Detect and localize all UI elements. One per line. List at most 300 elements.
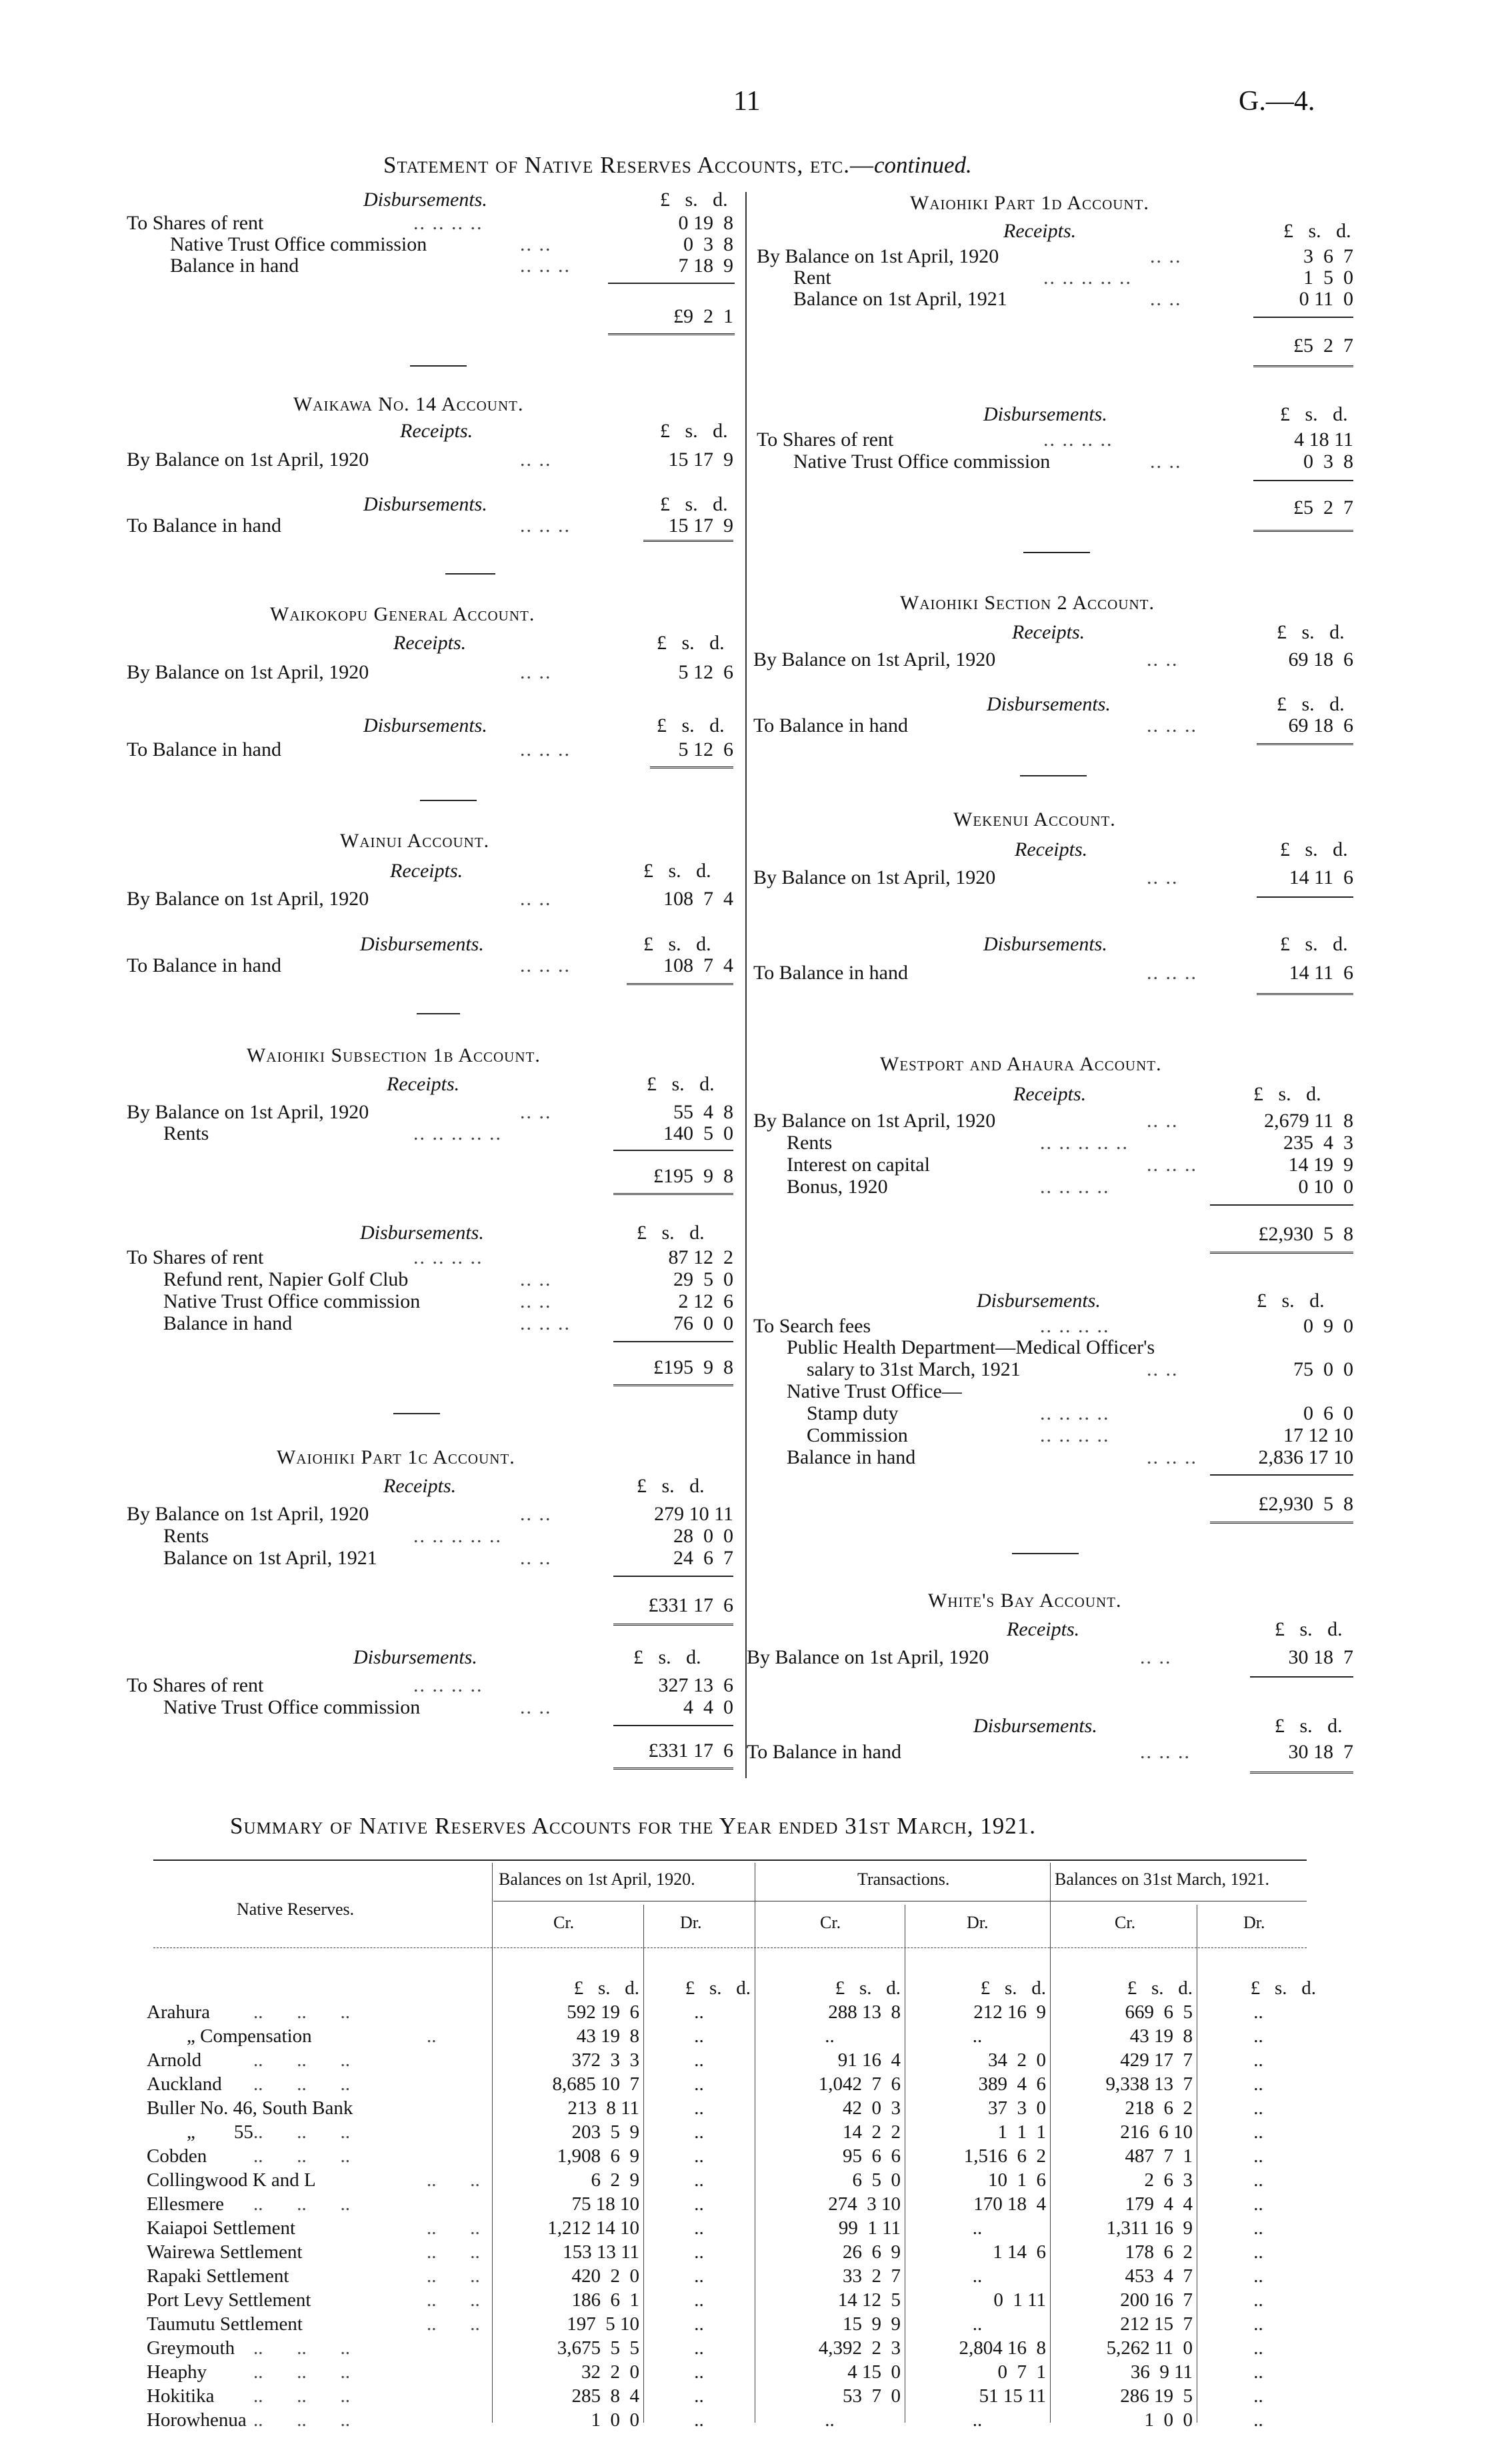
westport-receipt-1-leader: .. .. <box>1147 1110 1179 1132</box>
summary-cell-c3: 4,392 2 3 <box>818 2337 901 2359</box>
summary-cell-c5: 1 0 0 <box>1144 2409 1193 2431</box>
separator-4 <box>417 1013 460 1014</box>
wekenui-disb-heading: Disbursements. <box>983 933 1107 955</box>
summary-cell-c5: 669 6 5 <box>1125 2001 1193 2023</box>
waikawa-title: Waikawa No. 14 Account. <box>293 393 524 415</box>
table-row <box>147 2096 1320 2120</box>
page-code: G.—4. <box>1239 86 1315 117</box>
reserve-cell <box>147 2192 492 2216</box>
whites-bay-receipt-leader: .. .. <box>1140 1646 1172 1668</box>
waiohiki1d-disbs-rule <box>1253 480 1353 481</box>
reserve-name: „ 55 <box>187 2121 253 2143</box>
separator-3 <box>420 800 477 801</box>
wekenui-receipt-leader: .. .. <box>1147 866 1179 888</box>
westport-receipts-lsd: £ s. d. <box>1253 1083 1321 1105</box>
waiohiki2-receipts-heading: Receipts. <box>1012 621 1085 643</box>
summary-cell-c6: .. <box>1253 2169 1263 2191</box>
westport-disb-1-label: To Search fees <box>753 1315 871 1337</box>
summary-cell-c1: 1,908 6 9 <box>557 2145 639 2167</box>
waiohiki1d-disb-1-amount: 4 18 11 <box>1294 429 1353 451</box>
reserve-cell <box>147 2000 492 2024</box>
summary-cell-c1: 420 2 0 <box>571 2265 639 2287</box>
summary-cell-c6: .. <box>1253 2289 1263 2311</box>
westport-receipt-3-leader: .. .. .. <box>1147 1154 1197 1176</box>
waiohiki1b-disb-1-leader: .. .. .. .. <box>413 1246 483 1268</box>
table-row <box>147 2120 1320 2144</box>
waiohiki1c-receipt-3-label: Balance on 1st April, 1921 <box>163 1547 377 1569</box>
summary-cell-c2: .. <box>694 2145 704 2167</box>
wekenui-disb-label: To Balance in hand <box>753 962 908 984</box>
summary-cr-3: Cr. <box>1115 1913 1136 1932</box>
whites-bay-receipts-lsd: £ s. d. <box>1275 1618 1343 1640</box>
top-disb-row-3-leader: .. .. .. <box>520 255 571 277</box>
waiohiki1d-disbs-total-rule <box>1253 530 1353 534</box>
westport-disb-5-amount: 0 6 0 <box>1303 1402 1353 1424</box>
westport-disb-6-amount: 17 12 10 <box>1283 1424 1353 1446</box>
summary-cell-c3: .. <box>825 2025 835 2047</box>
reserve-cell <box>147 2336 492 2360</box>
waiohiki1b-disb-2-amount: 29 5 0 <box>673 1268 733 1290</box>
separator-r3 <box>1012 1553 1079 1554</box>
table-row <box>147 2192 1320 2216</box>
summary-cell-c6: .. <box>1253 2001 1263 2023</box>
reserve-cell <box>147 2240 492 2264</box>
page-title-suffix: continued. <box>874 152 972 178</box>
reserve-leader: .. .. <box>427 2289 480 2311</box>
summary-cell-c1: 285 8 4 <box>571 2385 639 2407</box>
summary-cell-c5: 453 4 7 <box>1125 2265 1193 2287</box>
westport-disb-7-amount: 2,836 17 10 <box>1258 1446 1353 1468</box>
summary-cell-c2: .. <box>694 2385 704 2407</box>
table-row <box>147 2048 1320 2072</box>
summary-cell-c2: .. <box>694 2217 704 2239</box>
waikawa-disb-heading: Disbursements. <box>363 493 487 515</box>
summary-lsd-3: £ s. d. <box>835 1977 901 1999</box>
summary-lsd-blank <box>147 1976 492 2000</box>
waikawa-disb-leader: .. .. .. <box>520 515 571 537</box>
waiohiki1b-disb-4-label: Balance in hand <box>163 1312 293 1334</box>
separator-1 <box>410 365 467 367</box>
reserve-leader: .. .. <box>427 2217 480 2239</box>
waiohiki1d-receipt-1-label: By Balance on 1st April, 1920 <box>757 245 999 267</box>
wekenui-receipt-rule <box>1257 896 1353 898</box>
waikawa-disb-label: To Balance in hand <box>127 515 281 537</box>
waiohiki1d-disb-2-leader: .. .. <box>1150 451 1182 473</box>
waiohiki2-disb-label: To Balance in hand <box>753 714 908 736</box>
waiohiki1d-receipts-total: £5 2 7 <box>1293 335 1353 357</box>
whites-bay-disb-heading: Disbursements. <box>973 1715 1097 1737</box>
summary-cell-c6: .. <box>1253 2241 1263 2263</box>
waikokopu-disb-heading: Disbursements. <box>363 714 487 736</box>
summary-cell-c6: .. <box>1253 2025 1263 2047</box>
summary-dr-1: Dr. <box>680 1913 702 1932</box>
top-disb-total: £9 2 1 <box>673 305 733 327</box>
waiohiki1b-receipts-heading: Receipts. <box>387 1073 460 1095</box>
summary-lsd-5: £ s. d. <box>1127 1977 1193 1999</box>
waiohiki1c-receipt-3-amount: 24 6 7 <box>673 1547 733 1569</box>
waikokopu-receipt-label: By Balance on 1st April, 1920 <box>127 661 369 683</box>
waiohiki1c-disbs-rule <box>613 1725 733 1726</box>
reserve-leader: .. .. <box>427 2313 480 2335</box>
westport-receipt-4-amount: 0 10 0 <box>1298 1176 1353 1198</box>
summary-cell-c3: 14 12 5 <box>837 2289 901 2311</box>
top-disb-rule <box>608 283 735 284</box>
summary-cell-c1: 1 0 0 <box>591 2409 639 2431</box>
waikokopu-receipts-lsd: £ s. d. <box>657 632 725 654</box>
westport-disb-1-leader: .. .. .. .. <box>1040 1315 1110 1337</box>
reserve-cell <box>147 2120 492 2144</box>
top-disb-row-3-amount: 7 18 9 <box>678 255 733 277</box>
waiohiki1c-receipt-2-amount: 28 0 0 <box>673 1525 733 1547</box>
waikokopu-receipt-leader: .. .. <box>520 661 552 683</box>
westport-receipt-3-label: Interest on capital <box>787 1154 930 1176</box>
reserve-leader: .. .. .. <box>253 2049 350 2071</box>
waiohiki1c-disb-2-leader: .. .. <box>520 1696 552 1718</box>
summary-cell-c4: 212 16 9 <box>973 2001 1046 2023</box>
summary-cell-c6: .. <box>1253 2193 1263 2215</box>
summary-header-bal-1921: Balances on 31st March, 1921. <box>1055 1869 1270 1889</box>
wekenui-receipt-label: By Balance on 1st April, 1920 <box>753 866 996 888</box>
westport-title: Westport and Ahaura Account. <box>880 1053 1162 1075</box>
wainui-receipt-label: By Balance on 1st April, 1920 <box>127 888 369 910</box>
separator-5 <box>393 1413 440 1414</box>
whites-bay-disb-amount: 30 18 7 <box>1288 1741 1353 1763</box>
waiohiki1d-receipt-2-label: Rent <box>793 267 831 289</box>
summary-cell-c4: 1,516 6 2 <box>963 2145 1046 2167</box>
waiohiki1b-disbs-rule <box>613 1341 733 1342</box>
reserve-cell <box>147 2408 492 2432</box>
summary-cell-c5: 178 6 2 <box>1125 2241 1193 2263</box>
reserve-name: Hokitika <box>147 2385 215 2407</box>
summary-cell-c3: 274 3 10 <box>828 2193 901 2215</box>
summary-cell-c5: 2 6 3 <box>1144 2169 1193 2191</box>
summary-cell-c1: 43 19 8 <box>576 2025 639 2047</box>
waiohiki2-disb-lsd: £ s. d. <box>1277 693 1345 715</box>
waiohiki1b-disb-2-leader: .. .. <box>520 1268 552 1290</box>
waiohiki1c-disbs-total-rule <box>613 1768 733 1772</box>
waikawa-receipts-lsd: £ s. d. <box>660 420 728 442</box>
summary-cell-c4: 389 4 6 <box>978 2073 1046 2095</box>
summary-cell-c6: .. <box>1253 2049 1263 2071</box>
summary-cell-c2: .. <box>694 2361 704 2383</box>
table-row <box>147 2024 1320 2048</box>
reserve-name: Buller No. 46, South Bank <box>147 2097 353 2119</box>
waiohiki1b-disb-1-amount: 87 12 2 <box>668 1246 733 1268</box>
summary-cell-c6: .. <box>1253 2361 1263 2383</box>
waiohiki1c-receipts-total: £331 17 6 <box>648 1594 733 1616</box>
summary-table <box>147 1976 1320 2432</box>
waiohiki1d-receipt-3-amount: 0 11 0 <box>1299 288 1353 310</box>
summary-cell-c3: 4 15 0 <box>847 2361 901 2383</box>
summary-cell-c4: 0 7 1 <box>997 2361 1046 2383</box>
reserve-name: Greymouth <box>147 2337 235 2359</box>
summary-lsd-1: £ s. d. <box>573 1977 639 1999</box>
whites-bay-title: White's Bay Account. <box>928 1590 1122 1612</box>
westport-disb-1-amount: 0 9 0 <box>1303 1315 1353 1337</box>
wainui-disb-amount: 108 7 4 <box>663 954 733 976</box>
waiohiki1b-receipt-1-amount: 55 4 8 <box>673 1101 733 1123</box>
summary-cell-c4: .. <box>972 2265 983 2287</box>
whites-bay-receipt-amount: 30 18 7 <box>1288 1646 1353 1668</box>
summary-cell-c1: 186 6 1 <box>571 2289 639 2311</box>
waiohiki1c-receipt-3-leader: .. .. <box>520 1547 552 1569</box>
waiohiki2-disb-heading: Disbursements. <box>987 693 1111 715</box>
waiohiki1b-receipts-total-rule <box>613 1193 733 1197</box>
table-row <box>147 2216 1320 2240</box>
waiohiki1b-disb-4-leader: .. .. .. <box>520 1312 571 1334</box>
summary-cell-c1: 32 2 0 <box>581 2361 639 2383</box>
reserve-name: Auckland <box>147 2073 222 2095</box>
waiohiki1b-receipt-1-leader: .. .. <box>520 1101 552 1123</box>
summary-dr-2: Dr. <box>967 1913 989 1932</box>
summary-cell-c2: .. <box>694 2409 704 2431</box>
whites-bay-rule <box>1250 1772 1353 1776</box>
waiohiki1c-disb-1-amount: 327 13 6 <box>658 1674 733 1696</box>
wekenui-disb-lsd: £ s. d. <box>1280 933 1348 955</box>
wainui-receipt-amount: 108 7 4 <box>663 888 733 910</box>
waiohiki1d-disb-2-label: Native Trust Office commission <box>793 451 1051 473</box>
waiohiki1d-receipt-3-leader: .. .. <box>1150 288 1182 310</box>
summary-cell-c2: .. <box>694 2337 704 2359</box>
summary-cell-c4: .. <box>972 2313 983 2335</box>
waiohiki1c-disb-lsd: £ s. d. <box>633 1646 701 1668</box>
waiohiki1b-disbs-total-rule <box>613 1384 733 1388</box>
top-disb-row-1-leader: .. .. .. .. <box>413 212 483 234</box>
waikokopu-rule <box>650 766 733 770</box>
waiohiki2-receipt-leader: .. .. <box>1147 648 1179 670</box>
reserve-leader: .. .. .. <box>253 2121 350 2143</box>
waikawa-receipt-amount: 15 17 9 <box>668 449 733 471</box>
reserve-name: Port Levy Settlement <box>147 2289 311 2311</box>
waiohiki1c-disb-1-leader: .. .. .. .. <box>413 1674 483 1696</box>
table-row <box>147 2000 1320 2024</box>
reserve-cell <box>147 2360 492 2384</box>
summary-lsd-2: £ s. d. <box>685 1977 751 1999</box>
wekenui-disb-amount: 14 11 6 <box>1289 962 1353 984</box>
westport-disbs-rule <box>1210 1474 1353 1476</box>
reserve-leader: .. .. .. <box>253 2145 350 2167</box>
summary-cell-c3: 99 1 11 <box>838 2217 901 2239</box>
wainui-title: Wainui Account. <box>340 830 490 852</box>
summary-cell-c2: .. <box>694 2073 704 2095</box>
waiohiki2-disb-leader: .. .. .. <box>1147 714 1197 736</box>
reserve-cell <box>147 2072 492 2096</box>
summary-cell-c5: 9,338 13 7 <box>1105 2073 1193 2095</box>
waiohiki1d-title: Waiohiki Part 1d Account. <box>910 192 1149 214</box>
wekenui-disb-leader: .. .. .. <box>1147 962 1197 984</box>
page-title-text: Statement of Native Reserves Accounts, etc.— <box>383 152 875 178</box>
summary-cell-c5: 43 19 8 <box>1129 2025 1193 2047</box>
summary-cell-c6: .. <box>1253 2121 1263 2143</box>
westport-disb-2-label: Public Health Department—Medical Officer's <box>787 1336 1155 1358</box>
waiohiki1c-receipt-1-leader: .. .. <box>520 1503 552 1525</box>
summary-cell-c3: 95 6 6 <box>843 2145 901 2167</box>
waiohiki1b-receipts-rule <box>613 1150 733 1151</box>
reserve-leader: .. .. .. <box>253 2409 350 2431</box>
waiohiki2-receipts-lsd: £ s. d. <box>1277 621 1345 643</box>
summary-cell-c3: 14 2 2 <box>843 2121 901 2143</box>
summary-cell-c5: 216 6 10 <box>1120 2121 1193 2143</box>
summary-cell-c5: 1,311 16 9 <box>1106 2217 1193 2239</box>
waiohiki1d-disb-lsd: £ s. d. <box>1280 403 1348 425</box>
reserve-name: Collingwood K and L <box>147 2169 316 2191</box>
reserve-name: Arahura <box>147 2001 211 2023</box>
reserve-leader: .. .. .. <box>253 2337 350 2359</box>
summary-cell-c5: 218 6 2 <box>1125 2097 1193 2119</box>
waikokopu-disb-amount: 5 12 6 <box>678 738 733 760</box>
top-disb-total-rule <box>608 333 735 337</box>
waiohiki1c-disb-1-label: To Shares of rent <box>127 1674 264 1696</box>
summary-cell-c4: .. <box>972 2409 983 2431</box>
summary-cell-c3: 91 16 4 <box>837 2049 901 2071</box>
waikokopu-disb-label: To Balance in hand <box>127 738 281 760</box>
waiohiki1d-disb-2-amount: 0 3 8 <box>1303 451 1353 473</box>
summary-top-rule <box>153 1859 1307 1861</box>
summary-cell-c2: .. <box>694 2097 704 2119</box>
reserve-name: Wairewa Settlement <box>147 2241 303 2263</box>
summary-cell-c2: .. <box>694 2049 704 2071</box>
reserve-cell <box>147 2288 492 2312</box>
westport-disb-lsd: £ s. d. <box>1257 1290 1325 1312</box>
summary-cell-c5: 5,262 11 0 <box>1106 2337 1193 2359</box>
summary-title: Summary of Native Reserves Accounts for the Year ended 31st March, 1921. <box>230 1813 1036 1839</box>
summary-cell-c1: 203 5 9 <box>571 2121 639 2143</box>
westport-disbs-total: £2,930 5 8 <box>1258 1493 1353 1515</box>
summary-cell-c6: .. <box>1253 2265 1263 2287</box>
summary-cell-c2: .. <box>694 2025 704 2047</box>
table-row <box>147 2408 1320 2432</box>
reserve-name: Taumutu Settlement <box>147 2313 303 2335</box>
summary-cell-c4: 34 2 0 <box>988 2049 1046 2071</box>
waiohiki1d-receipts-lsd: £ s. d. <box>1283 220 1351 242</box>
summary-cell-c4: 1 1 1 <box>997 2121 1046 2143</box>
wainui-disb-leader: .. .. .. <box>520 954 571 976</box>
westport-disb-3-label: salary to 31st March, 1921 <box>807 1358 1021 1380</box>
waikawa-disb-lsd: £ s. d. <box>660 493 728 515</box>
summary-header-bal-1920: Balances on 1st April, 1920. <box>499 1869 695 1889</box>
waiohiki1c-disb-heading: Disbursements. <box>353 1646 477 1668</box>
top-disb-row-3-label: Balance in hand <box>170 255 299 277</box>
summary-lsd-row <box>147 1976 1320 2000</box>
top-disb-row-1-amount: 0 19 8 <box>678 212 733 234</box>
westport-disb-3-leader: .. .. <box>1147 1358 1179 1380</box>
summary-cell-c4: .. <box>972 2217 983 2239</box>
summary-cell-c3: 15 9 9 <box>843 2313 901 2335</box>
wekenui-receipt-amount: 14 11 6 <box>1289 866 1353 888</box>
westport-receipts-total: £2,930 5 8 <box>1258 1223 1353 1245</box>
summary-cell-c1: 6 2 9 <box>591 2169 639 2191</box>
summary-cell-c4: 170 18 4 <box>973 2193 1046 2215</box>
waiohiki1d-receipts-total-rule <box>1253 365 1353 369</box>
top-disb-row-1-label: To Shares of rent <box>127 212 264 234</box>
summary-cell-c6: .. <box>1253 2097 1263 2119</box>
summary-cell-c3: 288 13 8 <box>828 2001 901 2023</box>
waikokopu-disb-leader: .. .. .. <box>520 738 571 760</box>
table-row <box>147 2240 1320 2264</box>
waiohiki1c-receipt-2-leader: .. .. .. .. .. <box>413 1525 502 1547</box>
waiohiki1d-receipts-rule <box>1253 317 1353 318</box>
reserve-name: Kaiapoi Settlement <box>147 2217 296 2239</box>
summary-cell-c5: 200 16 7 <box>1120 2289 1193 2311</box>
summary-cell-c1: 75 18 10 <box>571 2193 639 2215</box>
waiohiki1c-disb-2-label: Native Trust Office commission <box>163 1696 421 1718</box>
westport-disb-6-label: Commission <box>807 1424 908 1446</box>
summary-cell-c5: 487 7 1 <box>1125 2145 1193 2167</box>
waiohiki1c-receipts-lsd: £ s. d. <box>637 1475 705 1497</box>
waiohiki1d-disb-heading: Disbursements. <box>983 403 1107 425</box>
summary-cell-c3: 26 6 9 <box>843 2241 901 2263</box>
waiohiki2-receipt-label: By Balance on 1st April, 1920 <box>753 648 996 670</box>
westport-receipt-2-label: Rents <box>787 1132 833 1154</box>
waiohiki2-disb-amount: 69 18 6 <box>1288 714 1353 736</box>
reserve-leader: .. .. <box>427 2241 480 2263</box>
waikawa-disb-amount: 15 17 9 <box>668 515 733 537</box>
summary-cell-c6: .. <box>1253 2385 1263 2407</box>
summary-cell-c2: .. <box>694 2289 704 2311</box>
reserve-name: Rapaki Settlement <box>147 2265 289 2287</box>
summary-cell-c1: 592 19 6 <box>567 2001 639 2023</box>
westport-disb-5-leader: .. .. .. .. <box>1040 1402 1110 1424</box>
wekenui-receipts-lsd: £ s. d. <box>1280 838 1348 860</box>
summary-cell-c1: 213 8 11 <box>567 2097 639 2119</box>
separator-r2 <box>1020 775 1087 776</box>
waiohiki1d-receipt-1-leader: .. .. <box>1150 245 1182 267</box>
summary-cell-c4: 10 1 6 <box>988 2169 1046 2191</box>
separator-r1 <box>1023 552 1090 553</box>
westport-receipt-2-amount: 235 4 3 <box>1283 1132 1353 1154</box>
westport-receipts-heading: Receipts. <box>1013 1083 1087 1105</box>
reserve-leader: .. .. .. <box>253 2361 350 2383</box>
whites-bay-disb-label: To Balance in hand <box>747 1741 901 1763</box>
summary-cell-c1: 8,685 10 7 <box>552 2073 639 2095</box>
reserve-cell <box>147 2312 492 2336</box>
reserve-leader: .. .. .. <box>253 2385 350 2407</box>
wainui-disb-label: To Balance in hand <box>127 954 281 976</box>
westport-receipt-4-label: Bonus, 1920 <box>787 1176 888 1198</box>
waiohiki1b-disb-3-leader: .. .. <box>520 1290 552 1312</box>
wainui-disb-heading: Disbursements. <box>360 933 484 955</box>
table-row <box>147 2264 1320 2288</box>
waiohiki1b-receipts-lsd: £ s. d. <box>647 1073 715 1095</box>
whites-bay-receipt-label: By Balance on 1st April, 1920 <box>747 1646 989 1668</box>
reserve-cell <box>147 2216 492 2240</box>
whites-bay-disb-leader: .. .. .. <box>1140 1741 1191 1763</box>
page-title <box>383 152 972 179</box>
waiohiki2-title: Waiohiki Section 2 Account. <box>900 592 1155 614</box>
summary-cell-c4: .. <box>972 2025 983 2047</box>
westport-disb-7-leader: .. .. .. <box>1147 1446 1197 1468</box>
whites-bay-disb-lsd: £ s. d. <box>1275 1715 1343 1737</box>
waiohiki1c-receipt-1-amount: 279 10 11 <box>654 1503 733 1525</box>
table-row <box>147 2360 1320 2384</box>
waikawa-receipt-leader: .. .. <box>520 449 552 471</box>
waiohiki1d-disb-1-leader: .. .. .. .. <box>1043 429 1113 451</box>
waiohiki1b-disb-3-label: Native Trust Office commission <box>163 1290 421 1312</box>
waiohiki2-rule <box>1257 743 1353 747</box>
reserve-leader: .. .. .. <box>253 2001 350 2023</box>
waikokopu-receipt-amount: 5 12 6 <box>678 661 733 683</box>
whites-bay-receipt-rule <box>1250 1676 1353 1678</box>
summary-cell-c5: 429 17 7 <box>1120 2049 1193 2071</box>
waiohiki1b-disb-3-amount: 2 12 6 <box>678 1290 733 1312</box>
waiohiki1d-receipt-3-label: Balance on 1st April, 1921 <box>793 288 1007 310</box>
table-row <box>147 2288 1320 2312</box>
westport-receipt-2-leader: .. .. .. .. .. <box>1040 1132 1129 1154</box>
waiohiki1c-disb-2-amount: 4 4 0 <box>683 1696 733 1718</box>
summary-cell-c5: 212 15 7 <box>1120 2313 1193 2335</box>
whites-bay-receipts-heading: Receipts. <box>1007 1618 1080 1640</box>
westport-disbs-total-rule <box>1210 1522 1353 1526</box>
